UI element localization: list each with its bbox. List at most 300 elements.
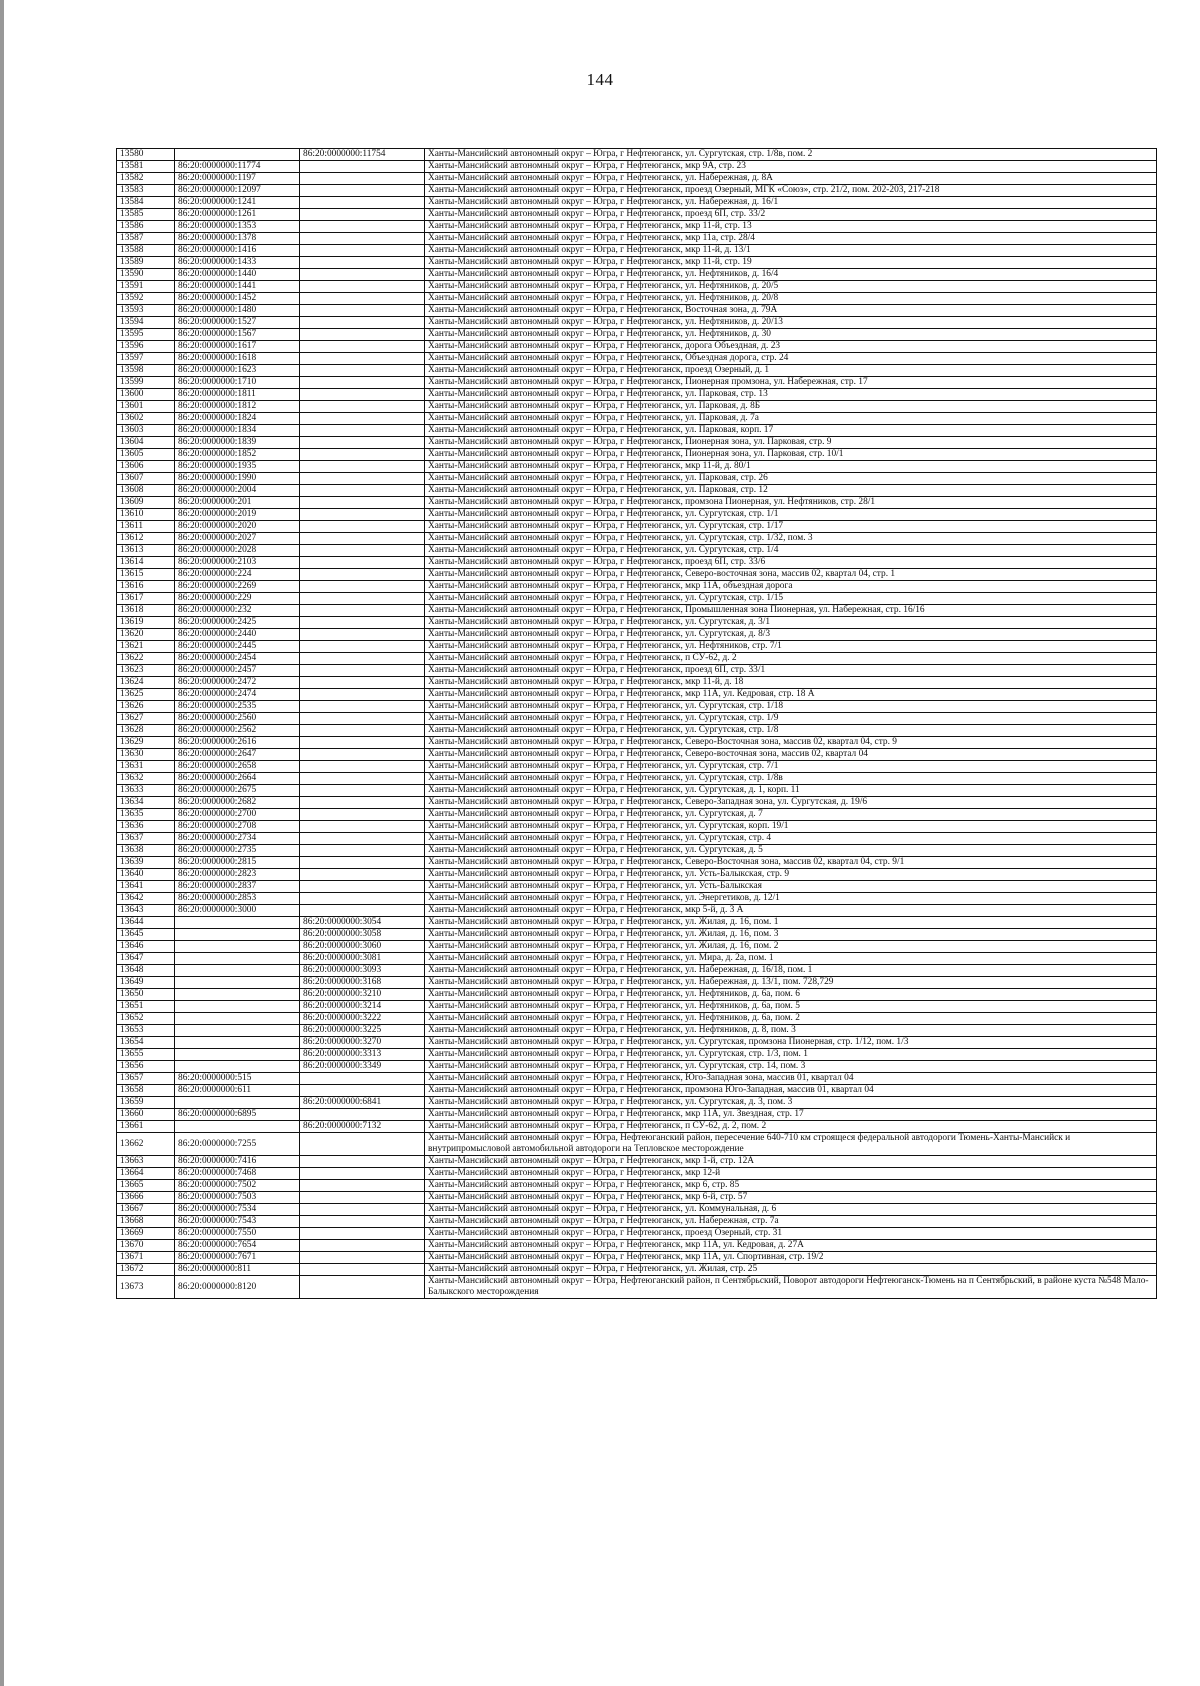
table-row [117, 1073, 1157, 1085]
address-cell: Ханты-Мансийский автономный округ – Югра, г Нефтеюганск, ул. Сургутская, стр. 4 [425, 833, 1157, 845]
address-cell: Ханты-Мансийский автономный округ – Югра, г Нефтеюганск, ул. Энергетиков, д. 12/1 [425, 893, 1157, 905]
land-cadastral-number-cell: 86:20:0000000:2425 [175, 617, 300, 629]
address-cell: Ханты-Мансийский автономный округ – Югра, г Нефтеюганск, ул. Нефтяников, д. 16/4 [425, 269, 1157, 281]
premises-cadastral-number-cell [300, 1192, 425, 1204]
premises-cadastral-number-cell: 86:20:0000000:3093 [300, 965, 425, 977]
land-cadastral-number-cell [175, 149, 300, 161]
table-row [117, 329, 1157, 341]
address-cell: Ханты-Мансийский автономный округ – Югра, г Нефтеюганск, ул. Усть-Балыкская [425, 881, 1157, 893]
row-number-cell: 13615 [117, 569, 175, 581]
land-cadastral-number-cell [175, 1001, 300, 1013]
premises-cadastral-number-cell [300, 809, 425, 821]
land-cadastral-number-cell [175, 965, 300, 977]
table-row [117, 509, 1157, 521]
premises-cadastral-number-cell [300, 569, 425, 581]
row-number-cell: 13669 [117, 1228, 175, 1240]
table-row [117, 1049, 1157, 1061]
table-row [117, 185, 1157, 197]
table-row [117, 977, 1157, 989]
address-cell: Ханты-Мансийский автономный округ – Югра, г Нефтеюганск, промзона Пионерная, ул. Нефтяников, стр. 28/1 [425, 497, 1157, 509]
address-cell: Ханты-Мансийский автономный округ – Югра, г Нефтеюганск, проезд 6П, стр. 33/6 [425, 557, 1157, 569]
page-number: 144 [586, 70, 614, 89]
address-cell: Ханты-Мансийский автономный округ – Югра, г Нефтеюганск, ул. Набережная, д. 16/18, пом. 1 [425, 965, 1157, 977]
land-cadastral-number-cell [175, 1121, 300, 1133]
premises-cadastral-number-cell: 86:20:0000000:3313 [300, 1049, 425, 1061]
land-cadastral-number-cell: 86:20:0000000:1990 [175, 473, 300, 485]
address-cell: Ханты-Мансийский автономный округ – Югра, Нефтеюганский район, п Сентябрьский, Поворот автодороги Нефтеюганск-Тюмень на п Сентябрьский, в районе куста №548 Мало-Балыкского месторождения [425, 1276, 1157, 1299]
table-row [117, 353, 1157, 365]
premises-cadastral-number-cell [300, 257, 425, 269]
row-number-cell: 13598 [117, 365, 175, 377]
premises-cadastral-number-cell [300, 317, 425, 329]
address-cell: Ханты-Мансийский автономный округ – Югра, г Нефтеюганск, Пионерная промзона, ул. Набережная, стр. 17 [425, 377, 1157, 389]
address-cell: Ханты-Мансийский автономный округ – Югра, г Нефтеюганск, ул. Сургутская, стр. 1/17 [425, 521, 1157, 533]
land-cadastral-number-cell: 86:20:0000000:2735 [175, 845, 300, 857]
premises-cadastral-number-cell [300, 497, 425, 509]
row-number-cell: 13644 [117, 917, 175, 929]
table-row [117, 905, 1157, 917]
land-cadastral-number-cell [175, 941, 300, 953]
row-number-cell: 13625 [117, 689, 175, 701]
premises-cadastral-number-cell [300, 905, 425, 917]
row-number-cell: 13630 [117, 749, 175, 761]
table-row [117, 1001, 1157, 1013]
row-number-cell: 13588 [117, 245, 175, 257]
row-number-cell: 13659 [117, 1097, 175, 1109]
row-number-cell: 13590 [117, 269, 175, 281]
row-number-cell: 13647 [117, 953, 175, 965]
premises-cadastral-number-cell [300, 245, 425, 257]
premises-cadastral-number-cell [300, 545, 425, 557]
land-cadastral-number-cell: 86:20:0000000:2019 [175, 509, 300, 521]
address-cell: Ханты-Мансийский автономный округ – Югра, г Нефтеюганск, проезд 6П, стр. 33/1 [425, 665, 1157, 677]
address-cell: Ханты-Мансийский автономный округ – Югра, г Нефтеюганск, мкр 11-й, д. 13/1 [425, 245, 1157, 257]
address-cell: Ханты-Мансийский автономный округ – Югра, г Нефтеюганск, ул. Нефтяников, д. 6а, пом. 6 [425, 989, 1157, 1001]
premises-cadastral-number-cell [300, 437, 425, 449]
table-row [117, 1276, 1157, 1299]
row-number-cell: 13620 [117, 629, 175, 641]
table-row [117, 341, 1157, 353]
land-cadastral-number-cell: 86:20:0000000:2028 [175, 545, 300, 557]
land-cadastral-number-cell: 86:20:0000000:2708 [175, 821, 300, 833]
address-cell: Ханты-Мансийский автономный округ – Югра, г Нефтеюганск, Пионерная зона, ул. Парковая, стр. 9 [425, 437, 1157, 449]
address-cell: Ханты-Мансийский автономный округ – Югра, г Нефтеюганск, ул. Сургутская, стр. 1/15 [425, 593, 1157, 605]
table-row [117, 941, 1157, 953]
row-number-cell: 13632 [117, 773, 175, 785]
address-cell: Ханты-Мансийский автономный округ – Югра, г Нефтеюганск, Северо-Восточная зона, массив 02, квартал 04, стр. 9 [425, 737, 1157, 749]
premises-cadastral-number-cell [300, 617, 425, 629]
table-row [117, 1156, 1157, 1168]
row-number-cell: 13658 [117, 1085, 175, 1097]
row-number-cell: 13661 [117, 1121, 175, 1133]
premises-cadastral-number-cell [300, 185, 425, 197]
address-cell: Ханты-Мансийский автономный округ – Югра, г Нефтеюганск, ул. Мира, д. 2а, пом. 1 [425, 953, 1157, 965]
table-row [117, 1252, 1157, 1264]
table-row [117, 377, 1157, 389]
land-cadastral-number-cell: 86:20:0000000:2647 [175, 749, 300, 761]
table-row [117, 605, 1157, 617]
premises-cadastral-number-cell [300, 425, 425, 437]
land-cadastral-number-cell [175, 1061, 300, 1073]
row-number-cell: 13621 [117, 641, 175, 653]
premises-cadastral-number-cell [300, 281, 425, 293]
table-row [117, 1085, 1157, 1097]
table-row [117, 1025, 1157, 1037]
table-row [117, 989, 1157, 1001]
address-cell: Ханты-Мансийский автономный округ – Югра, г Нефтеюганск, ул. Коммунальная, д. 6 [425, 1204, 1157, 1216]
table-row [117, 1192, 1157, 1204]
address-cell: Ханты-Мансийский автономный округ – Югра, г Нефтеюганск, мкр 5-й, д. 3 А [425, 905, 1157, 917]
table-row [117, 221, 1157, 233]
land-cadastral-number-cell: 86:20:0000000:8120 [175, 1276, 300, 1299]
premises-cadastral-number-cell [300, 365, 425, 377]
address-cell: Ханты-Мансийский автономный округ – Югра, г Нефтеюганск, проезд 6П, стр. 33/2 [425, 209, 1157, 221]
row-number-cell: 13627 [117, 713, 175, 725]
premises-cadastral-number-cell [300, 1085, 425, 1097]
table-row [117, 641, 1157, 653]
table-row [117, 437, 1157, 449]
address-cell: Ханты-Мансийский автономный округ – Югра, г Нефтеюганск, мкр 11-й, д. 80/1 [425, 461, 1157, 473]
land-cadastral-number-cell: 86:20:0000000:7543 [175, 1216, 300, 1228]
land-cadastral-number-cell: 86:20:0000000:2457 [175, 665, 300, 677]
row-number-cell: 13583 [117, 185, 175, 197]
premises-cadastral-number-cell [300, 785, 425, 797]
land-cadastral-number-cell: 86:20:0000000:224 [175, 569, 300, 581]
table-row [117, 389, 1157, 401]
land-cadastral-number-cell [175, 953, 300, 965]
row-number-cell: 13611 [117, 521, 175, 533]
land-cadastral-number-cell: 86:20:0000000:1353 [175, 221, 300, 233]
table-row [117, 161, 1157, 173]
row-number-cell: 13638 [117, 845, 175, 857]
premises-cadastral-number-cell [300, 773, 425, 785]
row-number-cell: 13662 [117, 1133, 175, 1156]
row-number-cell: 13631 [117, 761, 175, 773]
premises-cadastral-number-cell [300, 1073, 425, 1085]
address-cell: Ханты-Мансийский автономный округ – Югра, г Нефтеюганск, ул. Сургутская, стр. 1/18 [425, 701, 1157, 713]
land-cadastral-number-cell: 86:20:0000000:2474 [175, 689, 300, 701]
address-cell: Ханты-Мансийский автономный округ – Югра, г Нефтеюганск, мкр 1-й, стр. 12А [425, 1156, 1157, 1168]
row-number-cell: 13650 [117, 989, 175, 1001]
row-number-cell: 13640 [117, 869, 175, 881]
land-cadastral-number-cell: 86:20:0000000:1567 [175, 329, 300, 341]
table-row [117, 953, 1157, 965]
land-cadastral-number-cell: 86:20:0000000:2472 [175, 677, 300, 689]
address-cell: Ханты-Мансийский автономный округ – Югра, г Нефтеюганск, ул. Сургутская, промзона Пионерная, стр. 1/12, пом. 1/3 [425, 1037, 1157, 1049]
premises-cadastral-number-cell [300, 485, 425, 497]
table-row [117, 761, 1157, 773]
land-cadastral-number-cell: 86:20:0000000:12097 [175, 185, 300, 197]
table-row [117, 293, 1157, 305]
land-cadastral-number-cell: 86:20:0000000:2454 [175, 653, 300, 665]
premises-cadastral-number-cell: 86:20:0000000:3225 [300, 1025, 425, 1037]
premises-cadastral-number-cell [300, 797, 425, 809]
address-cell: Ханты-Мансийский автономный округ – Югра, г Нефтеюганск, ул. Парковая, стр. 12 [425, 485, 1157, 497]
address-cell: Ханты-Мансийский автономный округ – Югра, г Нефтеюганск, ул. Сургутская, корп. 19/1 [425, 821, 1157, 833]
table-row [117, 173, 1157, 185]
premises-cadastral-number-cell [300, 293, 425, 305]
table-row [117, 617, 1157, 629]
address-cell: Ханты-Мансийский автономный округ – Югра, г Нефтеюганск, ул. Нефтяников, д. 6а, пом. 5 [425, 1001, 1157, 1013]
premises-cadastral-number-cell: 86:20:0000000:6841 [300, 1097, 425, 1109]
row-number-cell: 13601 [117, 401, 175, 413]
land-cadastral-number-cell: 86:20:0000000:2103 [175, 557, 300, 569]
premises-cadastral-number-cell [300, 893, 425, 905]
row-number-cell: 13653 [117, 1025, 175, 1037]
row-number-cell: 13605 [117, 449, 175, 461]
row-number-cell: 13642 [117, 893, 175, 905]
address-cell: Ханты-Мансийский автономный округ – Югра, г Нефтеюганск, Объездная дорога, стр. 24 [425, 353, 1157, 365]
address-cell: Ханты-Мансийский автономный округ – Югра, г Нефтеюганск, Пионерная зона, ул. Парковая, стр. 10/1 [425, 449, 1157, 461]
table-row [117, 713, 1157, 725]
land-cadastral-number-cell [175, 1025, 300, 1037]
land-cadastral-number-cell: 86:20:0000000:1812 [175, 401, 300, 413]
row-number-cell: 13636 [117, 821, 175, 833]
land-cadastral-number-cell: 86:20:0000000:1433 [175, 257, 300, 269]
table-row [117, 857, 1157, 869]
land-cadastral-number-cell: 86:20:0000000:1935 [175, 461, 300, 473]
register-table-body [117, 149, 1157, 1299]
address-cell: Ханты-Мансийский автономный округ – Югра, г Нефтеюганск, ул. Сургутская, стр. 7/1 [425, 761, 1157, 773]
land-cadastral-number-cell [175, 977, 300, 989]
premises-cadastral-number-cell [300, 881, 425, 893]
land-cadastral-number-cell: 86:20:0000000:2675 [175, 785, 300, 797]
land-cadastral-number-cell: 86:20:0000000:3000 [175, 905, 300, 917]
address-cell: Ханты-Мансийский автономный округ – Югра, г Нефтеюганск, ул. Нефтяников, д. 6а, пом. 2 [425, 1013, 1157, 1025]
row-number-cell: 13616 [117, 581, 175, 593]
row-number-cell: 13670 [117, 1240, 175, 1252]
address-cell: Ханты-Мансийский автономный округ – Югра, г Нефтеюганск, мкр 6-й, стр. 57 [425, 1192, 1157, 1204]
land-cadastral-number-cell: 86:20:0000000:2027 [175, 533, 300, 545]
address-cell: Ханты-Мансийский автономный округ – Югра, Нефтеюганский район, пересечение 640-710 км строящеся федеральной автодороги Тюмень-Ханты-Мансийск и внутрипромысловой автомобильной автодороги на Тепловское месторождение [425, 1133, 1157, 1156]
premises-cadastral-number-cell [300, 389, 425, 401]
premises-cadastral-number-cell: 86:20:0000000:3060 [300, 941, 425, 953]
premises-cadastral-number-cell: 86:20:0000000:11754 [300, 149, 425, 161]
address-cell: Ханты-Мансийский автономный округ – Югра, г Нефтеюганск, мкр 12-й [425, 1168, 1157, 1180]
premises-cadastral-number-cell [300, 197, 425, 209]
land-cadastral-number-cell [175, 1013, 300, 1025]
table-row [117, 1121, 1157, 1133]
address-cell: Ханты-Мансийский автономный округ – Югра, г Нефтеюганск, ул. Парковая, корп. 17 [425, 425, 1157, 437]
row-number-cell: 13645 [117, 929, 175, 941]
land-cadastral-number-cell: 86:20:0000000:811 [175, 1264, 300, 1276]
table-row [117, 545, 1157, 557]
row-number-cell: 13671 [117, 1252, 175, 1264]
land-cadastral-number-cell: 86:20:0000000:201 [175, 497, 300, 509]
land-cadastral-number-cell: 86:20:0000000:2837 [175, 881, 300, 893]
address-cell: Ханты-Мансийский автономный округ – Югра, г Нефтеюганск, ул. Сургутская, д. 7 [425, 809, 1157, 821]
table-row [117, 557, 1157, 569]
premises-cadastral-number-cell [300, 629, 425, 641]
premises-cadastral-number-cell [300, 749, 425, 761]
row-number-cell: 13595 [117, 329, 175, 341]
address-cell: Ханты-Мансийский автономный округ – Югра, г Нефтеюганск, ул. Парковая, д. 7а [425, 413, 1157, 425]
land-cadastral-number-cell: 86:20:0000000:1618 [175, 353, 300, 365]
address-cell: Ханты-Мансийский автономный округ – Югра, г Нефтеюганск, ул. Парковая, д. 8Б [425, 401, 1157, 413]
table-row [117, 1240, 1157, 1252]
row-number-cell: 13586 [117, 221, 175, 233]
land-cadastral-number-cell: 86:20:0000000:2815 [175, 857, 300, 869]
address-cell: Ханты-Мансийский автономный округ – Югра, г Нефтеюганск, ул. Жилая, д. 16, пом. 3 [425, 929, 1157, 941]
table-row [117, 737, 1157, 749]
address-cell: Ханты-Мансийский автономный округ – Югра, г Нефтеюганск, мкр 6, стр. 85 [425, 1180, 1157, 1192]
row-number-cell: 13663 [117, 1156, 175, 1168]
address-cell: Ханты-Мансийский автономный округ – Югра, г Нефтеюганск, ул. Усть-Балыкская, стр. 9 [425, 869, 1157, 881]
premises-cadastral-number-cell [300, 173, 425, 185]
table-row [117, 881, 1157, 893]
premises-cadastral-number-cell [300, 689, 425, 701]
table-row [117, 1109, 1157, 1121]
address-cell: Ханты-Мансийский автономный округ – Югра, г Нефтеюганск, мкр 11а, стр. 28/4 [425, 233, 1157, 245]
table-row [117, 233, 1157, 245]
premises-cadastral-number-cell [300, 521, 425, 533]
land-cadastral-number-cell: 86:20:0000000:2269 [175, 581, 300, 593]
row-number-cell: 13654 [117, 1037, 175, 1049]
table-row [117, 485, 1157, 497]
address-cell: Ханты-Мансийский автономный округ – Югра, г Нефтеюганск, ул. Набережная, д. 16/1 [425, 197, 1157, 209]
premises-cadastral-number-cell [300, 353, 425, 365]
land-cadastral-number-cell: 86:20:0000000:1617 [175, 341, 300, 353]
premises-cadastral-number-cell [300, 713, 425, 725]
land-cadastral-number-cell [175, 917, 300, 929]
table-row [117, 785, 1157, 797]
row-number-cell: 13608 [117, 485, 175, 497]
table-row [117, 497, 1157, 509]
land-cadastral-number-cell: 86:20:0000000:1623 [175, 365, 300, 377]
row-number-cell: 13660 [117, 1109, 175, 1121]
table-row [117, 917, 1157, 929]
land-cadastral-number-cell: 86:20:0000000:1440 [175, 269, 300, 281]
row-number-cell: 13592 [117, 293, 175, 305]
premises-cadastral-number-cell [300, 845, 425, 857]
land-cadastral-number-cell: 86:20:0000000:1710 [175, 377, 300, 389]
premises-cadastral-number-cell [300, 665, 425, 677]
premises-cadastral-number-cell [300, 557, 425, 569]
address-cell: Ханты-Мансийский автономный округ – Югра, г Нефтеюганск, ул. Сургутская, стр. 14, пом. 3 [425, 1061, 1157, 1073]
row-number-cell: 13610 [117, 509, 175, 521]
premises-cadastral-number-cell [300, 1168, 425, 1180]
premises-cadastral-number-cell [300, 209, 425, 221]
table-row [117, 1180, 1157, 1192]
row-number-cell: 13599 [117, 377, 175, 389]
row-number-cell: 13649 [117, 977, 175, 989]
address-cell: Ханты-Мансийский автономный округ – Югра, г Нефтеюганск, мкр 11А, ул. Кедровая, стр. 18 А [425, 689, 1157, 701]
land-cadastral-number-cell: 86:20:0000000:7534 [175, 1204, 300, 1216]
row-number-cell: 13596 [117, 341, 175, 353]
land-cadastral-number-cell: 86:20:0000000:2562 [175, 725, 300, 737]
address-cell: Ханты-Мансийский автономный округ – Югра, г Нефтеюганск, ул. Сургутская, д. 5 [425, 845, 1157, 857]
table-row [117, 833, 1157, 845]
row-number-cell: 13637 [117, 833, 175, 845]
address-cell: Ханты-Мансийский автономный округ – Югра, г Нефтеюганск, мкр 11А, ул. Спортивная, стр. 19/2 [425, 1252, 1157, 1264]
row-number-cell: 13580 [117, 149, 175, 161]
land-cadastral-number-cell: 86:20:0000000:232 [175, 605, 300, 617]
premises-cadastral-number-cell [300, 305, 425, 317]
row-number-cell: 13584 [117, 197, 175, 209]
premises-cadastral-number-cell [300, 701, 425, 713]
table-row [117, 593, 1157, 605]
premises-cadastral-number-cell [300, 1276, 425, 1299]
address-cell: Ханты-Мансийский автономный округ – Югра, г Нефтеюганск, ул. Парковая, стр. 13 [425, 389, 1157, 401]
land-cadastral-number-cell: 86:20:0000000:1811 [175, 389, 300, 401]
land-cadastral-number-cell: 86:20:0000000:2853 [175, 893, 300, 905]
table-row [117, 461, 1157, 473]
address-cell: Ханты-Мансийский автономный округ – Югра, г Нефтеюганск, ул. Сургутская, стр. 1/8в, пом. 2 [425, 149, 1157, 161]
row-number-cell: 13657 [117, 1073, 175, 1085]
address-cell: Ханты-Мансийский автономный округ – Югра, г Нефтеюганск, мкр 11А, объездная дорога [425, 581, 1157, 593]
table-row [117, 449, 1157, 461]
row-number-cell: 13602 [117, 413, 175, 425]
premises-cadastral-number-cell [300, 641, 425, 653]
row-number-cell: 13604 [117, 437, 175, 449]
land-cadastral-number-cell: 86:20:0000000:2535 [175, 701, 300, 713]
row-number-cell: 13614 [117, 557, 175, 569]
row-number-cell: 13617 [117, 593, 175, 605]
premises-cadastral-number-cell [300, 1156, 425, 1168]
premises-cadastral-number-cell [300, 269, 425, 281]
row-number-cell: 13639 [117, 857, 175, 869]
table-row [117, 773, 1157, 785]
address-cell: Ханты-Мансийский автономный округ – Югра, г Нефтеюганск, ул. Нефтяников, д. 8, пом. 3 [425, 1025, 1157, 1037]
land-cadastral-number-cell: 86:20:0000000:1452 [175, 293, 300, 305]
address-cell: Ханты-Мансийский автономный округ – Югра, г Нефтеюганск, ул. Парковая, стр. 26 [425, 473, 1157, 485]
address-cell: Ханты-Мансийский автономный округ – Югра, г Нефтеюганск, ул. Сургутская, д. 3, пом. 3 [425, 1097, 1157, 1109]
premises-cadastral-number-cell [300, 581, 425, 593]
property-register-table [116, 148, 1157, 1299]
address-cell: Ханты-Мансийский автономный округ – Югра, г Нефтеюганск, мкр 11А, ул. Звездная, стр. 17 [425, 1109, 1157, 1121]
premises-cadastral-number-cell: 86:20:0000000:3210 [300, 989, 425, 1001]
table-row [117, 1013, 1157, 1025]
premises-cadastral-number-cell [300, 1133, 425, 1156]
row-number-cell: 13672 [117, 1264, 175, 1276]
table-row [117, 1204, 1157, 1216]
table-row [117, 965, 1157, 977]
address-cell: Ханты-Мансийский автономный округ – Югра, г Нефтеюганск, ул. Сургутская, д. 1, корп. 11 [425, 785, 1157, 797]
table-row [117, 1216, 1157, 1228]
address-cell: Ханты-Мансийский автономный округ – Югра, г Нефтеюганск, ул. Сургутская, стр. 1/8 [425, 725, 1157, 737]
land-cadastral-number-cell: 86:20:0000000:1378 [175, 233, 300, 245]
row-number-cell: 13623 [117, 665, 175, 677]
address-cell: Ханты-Мансийский автономный округ – Югра, г Нефтеюганск, ул. Нефтяников, д. 20/8 [425, 293, 1157, 305]
premises-cadastral-number-cell [300, 329, 425, 341]
land-cadastral-number-cell: 86:20:0000000:2658 [175, 761, 300, 773]
table-row [117, 521, 1157, 533]
premises-cadastral-number-cell [300, 1216, 425, 1228]
row-number-cell: 13652 [117, 1013, 175, 1025]
address-cell: Ханты-Мансийский автономный округ – Югра, г Нефтеюганск, дорога Объездная, д. 23 [425, 341, 1157, 353]
address-cell: Ханты-Мансийский автономный округ – Югра, г Нефтеюганск, мкр 11-й, д. 18 [425, 677, 1157, 689]
address-cell: Ханты-Мансийский автономный округ – Югра, г Нефтеюганск, ул. Жилая, стр. 25 [425, 1264, 1157, 1276]
premises-cadastral-number-cell [300, 821, 425, 833]
address-cell: Ханты-Мансийский автономный округ – Югра, г Нефтеюганск, ул. Нефтяников, д. 20/5 [425, 281, 1157, 293]
table-row [117, 1061, 1157, 1073]
table-row [117, 869, 1157, 881]
land-cadastral-number-cell: 86:20:0000000:6895 [175, 1109, 300, 1121]
address-cell: Ханты-Мансийский автономный округ – Югра, г Нефтеюганск, ул. Сургутская, д. 3/1 [425, 617, 1157, 629]
table-row [117, 305, 1157, 317]
premises-cadastral-number-cell [300, 533, 425, 545]
table-row [117, 245, 1157, 257]
premises-cadastral-number-cell: 86:20:0000000:3270 [300, 1037, 425, 1049]
land-cadastral-number-cell: 86:20:0000000:1261 [175, 209, 300, 221]
address-cell: Ханты-Мансийский автономный округ – Югра, г Нефтеюганск, ул. Сургутская, стр. 1/8в [425, 773, 1157, 785]
land-cadastral-number-cell [175, 1037, 300, 1049]
premises-cadastral-number-cell [300, 1109, 425, 1121]
address-cell: Ханты-Мансийский автономный округ – Югра, г Нефтеюганск, Северо-восточная зона, массив 02, квартал 04, стр. 1 [425, 569, 1157, 581]
premises-cadastral-number-cell [300, 401, 425, 413]
table-row [117, 569, 1157, 581]
row-number-cell: 13666 [117, 1192, 175, 1204]
